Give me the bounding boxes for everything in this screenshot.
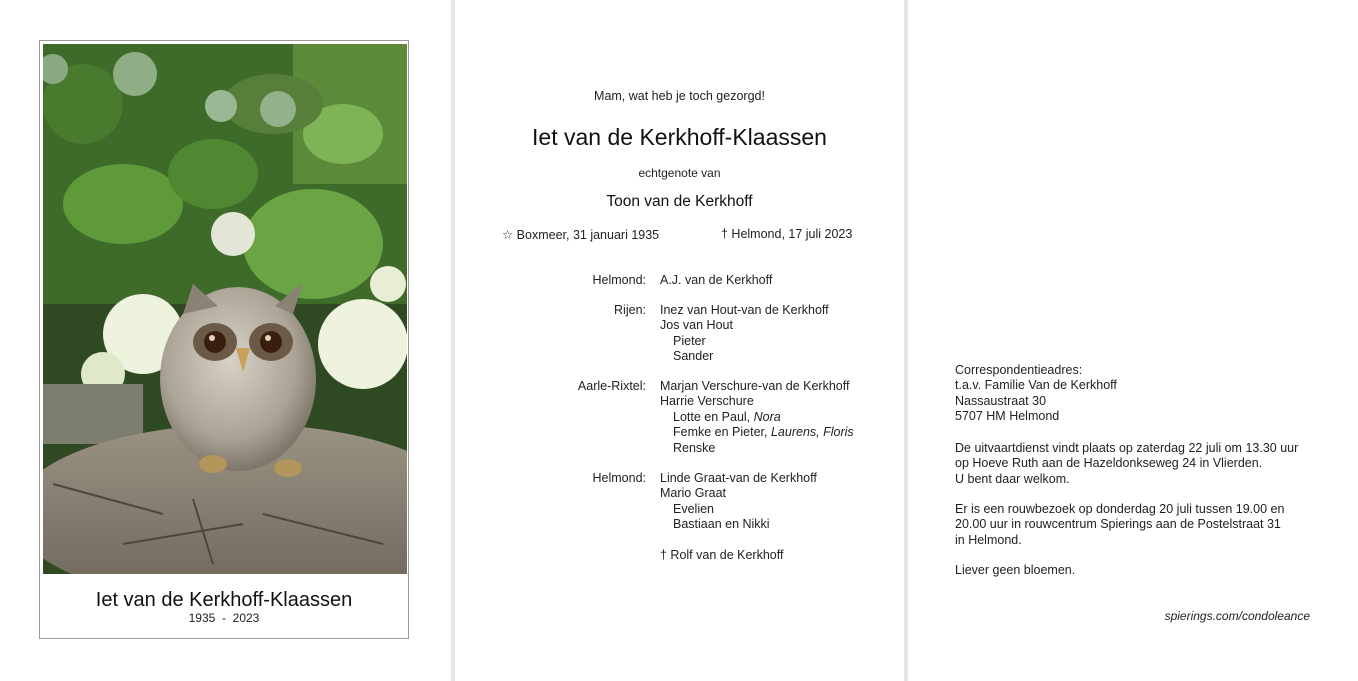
family-names — [660, 471, 817, 533]
family-member: Femke en Pieter, Laurens, Floris — [673, 425, 854, 440]
family-member: Mario Graat — [660, 486, 726, 501]
info-line: Er is een rouwbezoek op donderdag 20 juli tussen 19.00 en — [955, 502, 1285, 516]
owl-photo — [43, 44, 407, 574]
info-line: op Hoeve Ruth aan de Hazeldonkseweg 24 in Vlierden. — [955, 456, 1263, 471]
family-names — [660, 379, 854, 456]
spouse-name: Toon van de Kerkhoff — [606, 193, 753, 210]
family-member: Harrie Verschure — [660, 394, 754, 409]
family-place: Helmond: — [592, 471, 646, 485]
info-line: Nassaustraat 30 — [955, 393, 1047, 408]
death-info: † Helmond, 17 juli 2023 — [721, 227, 853, 241]
card-name: Iet van de Kerkhoff-Klaassen — [95, 589, 353, 611]
condolence-link[interactable]: spierings.com/condoleance — [1164, 609, 1310, 623]
family-place: Helmond: — [592, 273, 646, 287]
info-line: 5707 HM Helmond — [955, 409, 1060, 424]
family-member: Marjan Verschure-van de Kerkhoff — [660, 379, 850, 393]
family-names — [660, 548, 783, 563]
family-place: Rijen: — [614, 303, 646, 317]
family-member: A.J. van de Kerkhoff — [660, 273, 773, 287]
birth-info: ☆ Boxmeer, 31 januari 1935 — [502, 228, 660, 242]
family-member: Inez van Hout-van de Kerkhoff — [660, 303, 829, 317]
family-member: Linde Graat-van de Kerkhoff — [660, 471, 817, 485]
family-member: Lotte en Paul, Nora — [673, 409, 781, 424]
funeral-service-info — [955, 441, 1298, 487]
announcement-panel — [455, 0, 904, 681]
owl-garden-image — [43, 44, 407, 574]
memorial-card — [39, 40, 409, 639]
info-line: Correspondentieadres: — [955, 363, 1083, 377]
front-panel — [0, 0, 451, 681]
info-panel — [908, 0, 1358, 681]
motto: Mam, wat heb je toch gezorgd! — [594, 89, 765, 103]
family-names — [660, 303, 829, 365]
correspondence-address — [955, 363, 1117, 425]
family-member: Pieter — [673, 333, 706, 348]
family-names — [660, 273, 772, 288]
family-member: Bastiaan en Nikki — [673, 517, 770, 532]
family-place: Aarle-Rixtel: — [577, 379, 646, 393]
info-line: 20.00 uur in rouwcentrum Spierings aan de Postelstraat 31 — [955, 517, 1281, 532]
info-line: in Helmond. — [955, 532, 1022, 547]
family-member: Sander — [673, 349, 714, 364]
family-member: Jos van Hout — [660, 318, 733, 333]
info-line: De uitvaartdienst vindt plaats op zaterdag 22 juli om 13.30 uur — [955, 441, 1299, 455]
info-line: U bent daar welkom. — [955, 471, 1070, 486]
info-line: t.a.v. Familie Van de Kerkhoff — [955, 378, 1117, 393]
card-years: 1935 - 2023 — [188, 611, 260, 625]
family-member: Renske — [673, 440, 716, 455]
visitation-info — [955, 502, 1284, 548]
family-member: † Rolf van de Kerkhoff — [660, 548, 784, 562]
family-member: Evelien — [673, 501, 714, 516]
flowers-note: Liever geen bloemen. — [955, 563, 1076, 577]
spouse-label: echtgenote van — [638, 166, 721, 180]
deceased-name: Iet van de Kerkhoff-Klaassen — [532, 124, 827, 150]
